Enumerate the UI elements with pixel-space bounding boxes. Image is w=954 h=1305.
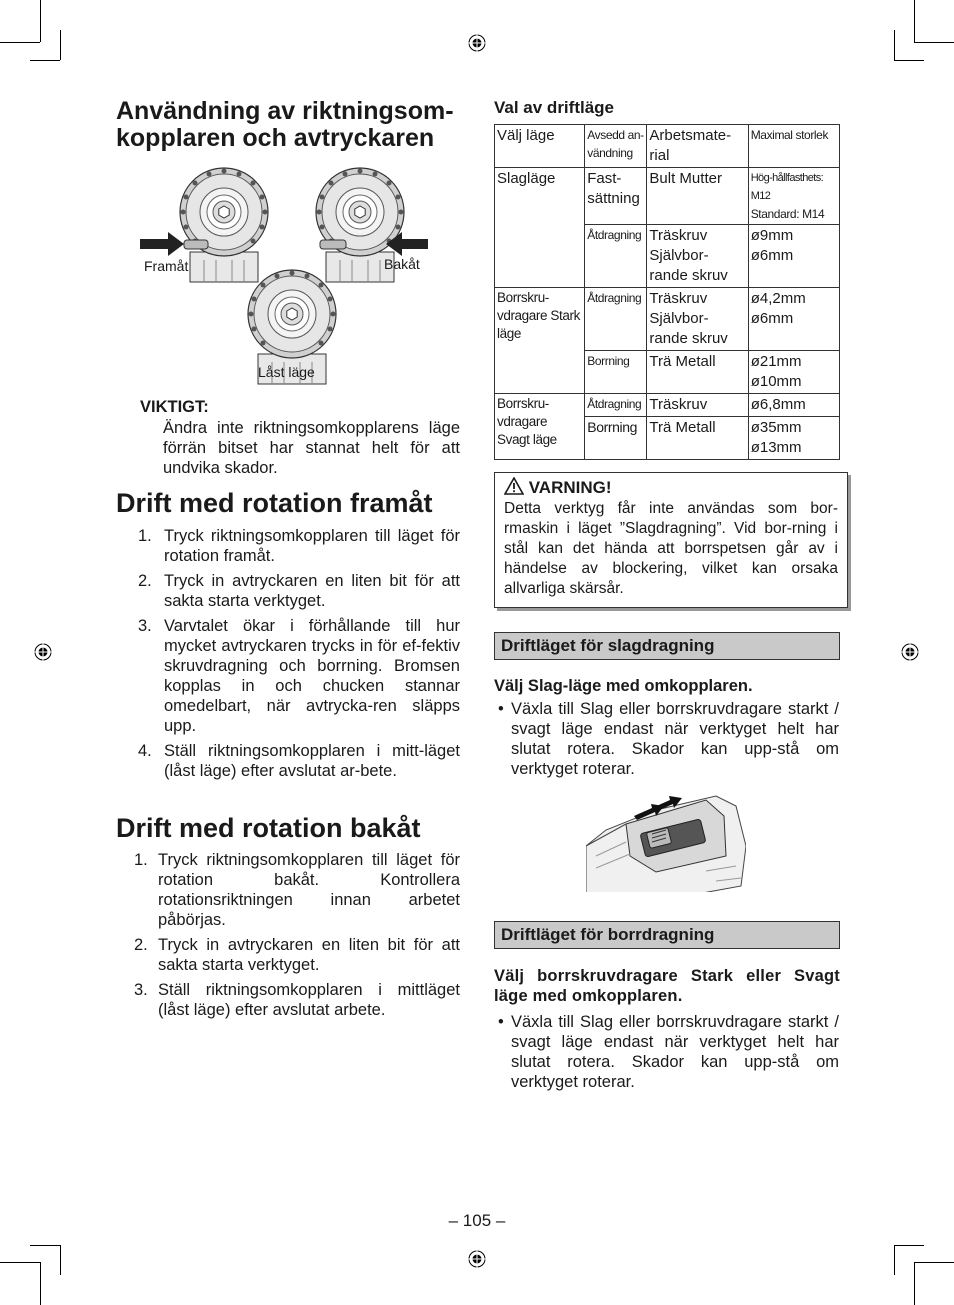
step-number: 3. (134, 981, 148, 999)
table-cell: ø6,8mm (748, 394, 839, 417)
table-cell: Träskruv Självbor-rande skruv (647, 288, 748, 351)
label-reverse: Bakåt (384, 256, 420, 272)
registration-mark-icon (468, 1250, 486, 1268)
warning-heading: VARNING! (528, 478, 612, 497)
page-title: Användning av riktningsom-kopplaren och avtryckaren (116, 97, 454, 152)
crop-mark (894, 60, 924, 61)
step-number: 3. (138, 617, 152, 635)
step-text: Tryck in avtryckaren en liten bit för att sakta starta verktyget. (158, 936, 460, 974)
table-cell: Åtdragning (585, 288, 647, 351)
table-header: Avsedd an-vändning (585, 125, 647, 168)
table-cell: ø4,2mm ø6mm (748, 288, 839, 351)
crop-mark (30, 60, 60, 61)
table-cell: ø21mm ø10mm (748, 351, 839, 394)
drill-section-heading: Driftläget för borrdragning (494, 921, 840, 949)
list-item (134, 935, 460, 975)
important-text: Ändra inte riktningsomkopplarens läge förrän bitset har stannat helt för att undvika skador. (163, 419, 460, 477)
crop-mark (894, 30, 895, 60)
label-forward: Framåt (144, 258, 189, 274)
table-cell: ø9mm ø6mm (748, 225, 839, 288)
direction-switch-illustration (140, 164, 440, 386)
table-row (495, 394, 840, 417)
list-item (138, 616, 460, 736)
crop-mark (894, 1245, 895, 1275)
step-text: Tryck in avtryckaren en liten bit för att sakta starta verktyget. (164, 572, 460, 610)
warning-text: Detta verktyg får inte användas som bor-rmaskin i läget ”Slagdragning”. Vid bor-rning i stål kan det hända att borrspetsen går av i händelse av blockering, vilket kan orsaka allvarliga skärsår. (504, 500, 838, 597)
table-cell: Åtdragning (585, 225, 647, 288)
forward-steps (138, 526, 460, 786)
table-cell: Träskruv Självbor-rande skruv (647, 225, 748, 288)
table-header: Arbetsmate-rial (647, 125, 748, 168)
list-item (134, 980, 460, 1020)
table-cell: Åtdragning (585, 394, 647, 417)
step-number: 1. (134, 851, 148, 869)
step-number: 1. (138, 527, 152, 545)
mode-table (494, 124, 840, 460)
table-cell: ø35mm ø13mm (748, 417, 839, 460)
table-row (495, 125, 840, 168)
table-cell: Borrskru-vdragare Stark läge (495, 288, 585, 394)
list-item (138, 526, 460, 566)
table-cell: Trä Metall (647, 351, 748, 394)
table-cell: Slagläge (495, 168, 585, 288)
crop-mark (0, 42, 40, 43)
list-item (138, 571, 460, 611)
table-row (495, 168, 840, 225)
table-header: Maximal storlek (748, 125, 839, 168)
label-lock: Låst läge (258, 364, 315, 380)
bullet-text: Växla till Slag eller borrskruvdragare starkt / svagt läge endast när verktyget helt har slutat rotera. Skador kan upp-stå om verktyget roterar. (511, 1013, 839, 1091)
drill-instruction: Välj borrskruvdragare Stark eller Svagt läge med omkopplaren. (494, 967, 840, 1005)
table-cell: Borrning (585, 417, 647, 460)
crop-mark (894, 1245, 924, 1246)
drill-bullet: • Växla till Slag eller borrskruvdragare starkt / svagt läge endast när verktyget helt har slutat rotera. Skador kan upp-stå om verktyget roterar. (498, 1013, 839, 1091)
size-line: Standard: M14 (750, 207, 825, 221)
registration-mark-icon (901, 643, 919, 661)
step-text: Tryck riktningsomkopplaren till läget för rotation framåt. (164, 527, 460, 565)
impact-section-heading: Driftläget för slagdragning (494, 632, 840, 660)
bullet-text: Växla till Slag eller borrskruvdragare starkt / svagt läge endast när verktyget helt har slutat rotera. Skador kan upp-stå om verktyget roterar. (511, 700, 839, 778)
warning-triangle-icon (504, 477, 524, 495)
page-number: – 105 – (448, 1211, 506, 1230)
step-number: 2. (134, 936, 148, 954)
crop-mark (914, 1262, 915, 1305)
table-cell: Trä Metall (647, 417, 748, 460)
step-number: 2. (138, 572, 152, 590)
table-cell (748, 168, 839, 225)
crop-mark (30, 1245, 60, 1246)
table-cell: Träskruv (647, 394, 748, 417)
registration-mark-icon (468, 34, 486, 52)
crop-mark (914, 42, 954, 43)
table-row (495, 288, 840, 351)
crop-mark (914, 0, 915, 42)
important-heading: VIKTIGT: (140, 398, 209, 416)
warning-header (504, 477, 838, 499)
list-item (134, 850, 460, 930)
reverse-heading: Drift med rotation bakåt (116, 813, 421, 843)
table-cell: Borrskru-vdragare Svagt läge (495, 394, 585, 460)
tool-mode-switch-illustration (586, 786, 746, 896)
step-text: Tryck riktningsomkopplaren till läget för rotation bakåt. Kontrollera rotationsriktningen innan arbetet påbörjas. (158, 851, 460, 929)
table-cell: Fast-sättning (585, 168, 647, 225)
table-cell: Bult Mutter (647, 168, 748, 225)
step-text: Ställ riktningsomkopplaren i mittläget (låst läge) efter avslutat arbete. (158, 981, 460, 1019)
size-line: Hög-hållfasthets: M12 (750, 172, 824, 202)
forward-heading: Drift med rotation framåt (116, 488, 433, 518)
crop-mark (40, 0, 41, 42)
reverse-steps (134, 850, 460, 1025)
warning-box (494, 472, 848, 608)
table-header: Välj läge (495, 125, 585, 168)
crop-mark (60, 1245, 61, 1275)
list-item (138, 741, 460, 781)
crop-mark (914, 1262, 954, 1263)
step-number: 4. (138, 742, 152, 760)
crop-mark (60, 30, 61, 60)
impact-instruction: Välj Slag-läge med omkopplaren. (494, 677, 753, 695)
mode-table-heading: Val av driftläge (494, 98, 614, 117)
step-text: Varvtalet ökar i förhållande till hur mycket avtryckaren trycks in för ef-fektiv skruvdragning och borrning. Bromsen kopplas in och chucken stannar omedelbart, när avtrycka-ren släpps upp. (164, 617, 460, 735)
registration-mark-icon (34, 643, 52, 661)
crop-mark (40, 1262, 41, 1305)
impact-bullet: • Växla till Slag eller borrskruvdragare starkt / svagt läge endast när verktyget helt har slutat rotera. Skador kan upp-stå om verktyget roterar. (498, 700, 839, 778)
table-cell: Borrning (585, 351, 647, 394)
crop-mark (0, 1262, 40, 1263)
step-text: Ställ riktningsomkopplaren i mitt-läget (låst läge) efter avslutat ar-bete. (164, 742, 460, 780)
